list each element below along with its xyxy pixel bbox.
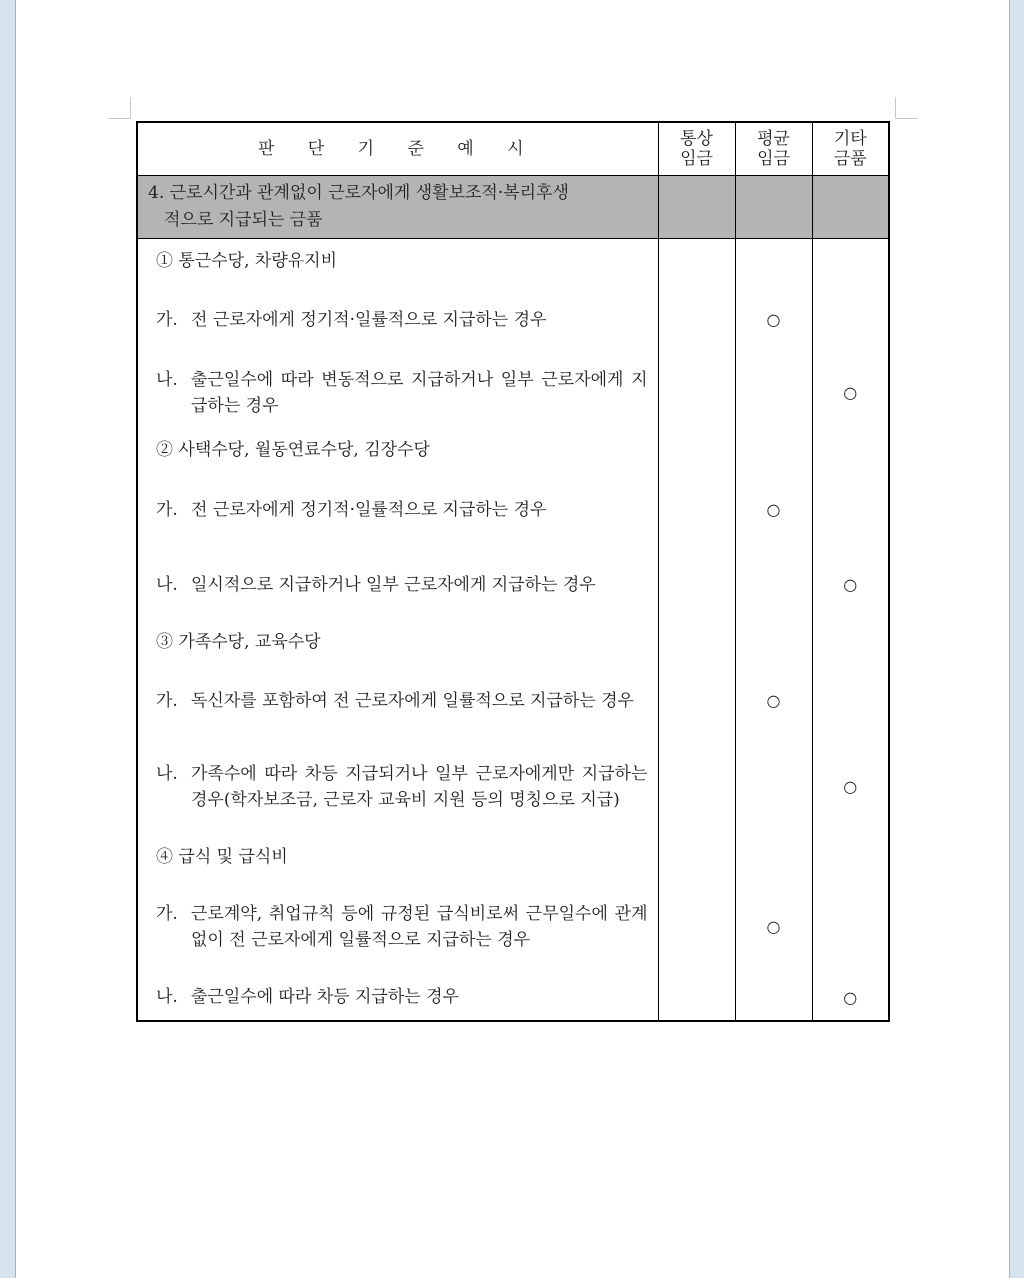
table-row <box>137 471 889 549</box>
criteria-header: 판 단 기 준 예 시 <box>137 122 658 176</box>
item-text: 전 근로자에게 정기적·일률적으로 지급하는 경우 <box>191 309 547 330</box>
table-row <box>137 549 889 621</box>
section-row <box>137 176 889 239</box>
circle-mark: ○ <box>812 739 889 835</box>
item-text: 출근일수에 따라 차등 지급하는 경우 <box>191 987 459 1007</box>
group-title: ④ 급식 및 급식비 <box>137 835 658 879</box>
crop-mark-left-horizontal <box>108 118 130 119</box>
other-money-header: 기타 금품 <box>812 122 889 176</box>
section-title: 4. 근로시간과 관계없이 근로자에게 생활보조적·복리후생 적으로 지급되는 금품 <box>137 176 658 239</box>
crop-mark-right-vertical <box>895 97 896 119</box>
criteria-table <box>136 121 890 1022</box>
circle-mark: ○ <box>735 283 812 357</box>
group-title-row <box>137 621 889 663</box>
item-label: 나. <box>156 369 178 390</box>
document-page <box>15 0 1010 1278</box>
item-text: 독신자를 포함하여 전 근로자에게 일률적으로 지급하는 경우 <box>191 690 634 711</box>
item-label: 나. <box>156 987 178 1007</box>
item-label: 가. <box>156 499 178 520</box>
item-label: 가. <box>156 903 178 924</box>
circle-mark: ○ <box>812 357 889 429</box>
group-title-row <box>137 835 889 879</box>
average-wage-header: 평균 임금 <box>735 122 812 176</box>
group-title-row <box>137 239 889 283</box>
table-row <box>137 663 889 739</box>
group-title: ② 사택수당, 월동연료수당, 김장수당 <box>137 429 658 471</box>
table-header-row <box>137 122 889 176</box>
table-row <box>137 879 889 975</box>
item-text: 가족수에 따라 차등 지급되거나 일부 근로자에게만 지급하는 경우(학자보조금, 근로자 교육비 지원 등의 명칭으로 지급) <box>191 763 648 810</box>
table-row <box>137 739 889 835</box>
item-label: 나. <box>156 763 178 784</box>
item-text: 전 근로자에게 정기적·일률적으로 지급하는 경우 <box>191 499 547 520</box>
circle-mark: ○ <box>812 975 889 1021</box>
table-row <box>137 357 889 429</box>
item-label: 나. <box>156 574 178 595</box>
table-row <box>137 975 889 1021</box>
group-title: ① 통근수당, 차량유지비 <box>137 239 658 283</box>
table-row <box>137 283 889 357</box>
circle-mark: ○ <box>812 549 889 621</box>
item-text: 근로계약, 취업규칙 등에 규정된 급식비로써 근무일수에 관계없이 전 근로자에게 일률적으로 지급하는 경우 <box>191 903 648 950</box>
circle-mark: ○ <box>735 471 812 549</box>
item-label: 가. <box>156 690 178 711</box>
item-text: 일시적으로 지급하거나 일부 근로자에게 지급하는 경우 <box>191 574 596 595</box>
item-text: 출근일수에 따라 변동적으로 지급하거나 일부 근로자에게 지급하는 경우 <box>191 369 648 416</box>
circle-mark: ○ <box>735 663 812 739</box>
group-title-row <box>137 429 889 471</box>
group-title: ③ 가족수당, 교육수당 <box>137 621 658 663</box>
item-label: 가. <box>156 309 178 330</box>
ordinary-wage-header: 통상 임금 <box>658 122 735 176</box>
crop-mark-right-horizontal <box>896 118 918 119</box>
crop-mark-left-vertical <box>130 97 131 119</box>
circle-mark: ○ <box>735 879 812 975</box>
